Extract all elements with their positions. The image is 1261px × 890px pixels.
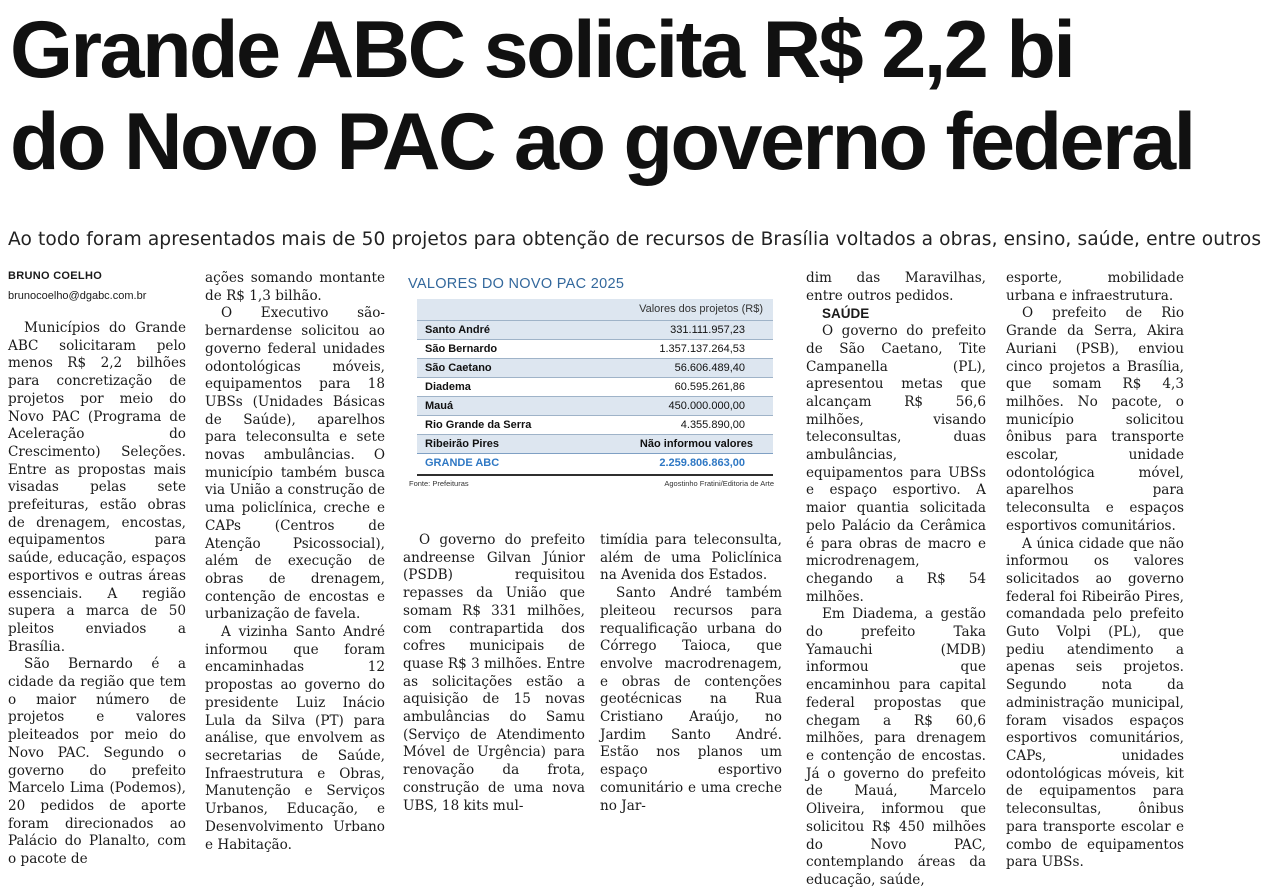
article-column-1 <box>8 320 186 868</box>
article-column-6 <box>1006 270 1184 871</box>
paragraph: dim das Maravilhas, entre outros pedidos. <box>806 270 986 304</box>
table-row <box>417 377 773 396</box>
paragraph: esporte, mobilidade urbana e infraestrutura. <box>1006 270 1184 304</box>
table-bottom-rule <box>417 474 773 476</box>
paragraph: O governo do prefeito de São Caetano, Tite Campanella (PL), apresentou metas que alcançam R$ 56,6 milhões, visando teleconsultas, duas ambulâncias, equipamentos para UBSs e espaço esportivo. A maior quantia solicitada pelo Palácio da Cerâmica é para obras de macro e microdrenagem, chegando a R$ 54 milhões. <box>806 323 986 605</box>
city-value: 450.000.000,00 <box>668 400 745 412</box>
paragraph: São Bernardo é a cidade da região que tem o maior número de projetos e valores pleiteados por meio do Novo PAC. Segundo o governo do prefeito Marcelo Lima (Podemos), 20 pedidos de aporte foram direcionados ao Palácio do Planalto, com o pacote de <box>8 656 186 868</box>
paragraph: O governo do prefeito andreense Gilvan Júnior (PSDB) requisitou repasses da União que somam R$ 331 milhões, com contrapartida dos cofres municipais de quase R$ 3 milhões. Entre as solicitações estão a aquisição de 15 novas ambulâncias do Samu (Serviço de Atendimento Móvel de Urgência) para renovação da frota, construção de uma nova UBS, 18 kits mul- <box>403 532 585 814</box>
table-title: VALORES DO NOVO PAC 2025 <box>408 276 625 292</box>
paragraph: A vizinha Santo André informou que foram encaminhadas 12 propostas ao governo do presidente Luiz Inácio Lula da Silva (PT) para análise, que envolvem as secretarias de Saúde, Infraestrutura e Obras, Manutenção e Serviços Urbanos, Educação, e Desenvolvimento Urbano e Habitação. <box>205 624 385 853</box>
total-label: GRANDE ABC <box>425 457 500 469</box>
section-heading: SAÚDE <box>822 306 870 322</box>
paragraph: ações somando montante de R$ 1,3 bilhão. <box>205 270 385 304</box>
table-source: Fonte: Prefeituras <box>409 479 469 488</box>
article-column-3 <box>403 532 585 814</box>
table-row <box>417 434 773 453</box>
table-row <box>417 396 773 415</box>
table-footer <box>409 479 774 488</box>
byline-email[interactable]: brunocoelho@dgabc.com.br <box>8 290 147 302</box>
city-value: 60.595.261,86 <box>674 381 745 393</box>
headline-line-1: Grande ABC solicita R$ 2,2 bi <box>10 5 1074 95</box>
city-name: Rio Grande da Serra <box>425 419 532 431</box>
paragraph: Municípios do Grande ABC solicitaram pelo menos R$ 2,2 bilhões para concretização de projetos por meio do Novo PAC (Programa de Aceleração do Crescimento) Seleções. Entre as propostas mais visadas pelas sete prefeituras, estão obras de drenagem, encostas, equipamentos para saúde, educação, espaços esportivos e outras áreas essenciais. A região supera a marca de 50 pleitos enviados a Brasília. <box>8 320 186 655</box>
table-row <box>417 320 773 339</box>
article-column-5 <box>806 270 986 888</box>
city-name: São Bernardo <box>425 343 498 355</box>
article-column-2 <box>205 270 385 853</box>
city-name: Ribeirão Pires <box>425 438 499 450</box>
city-name: Mauá <box>425 400 454 412</box>
values-table <box>417 299 773 476</box>
article-column-4 <box>600 532 782 814</box>
table-row <box>417 415 773 434</box>
table-credit: Agostinho Fratini/Editoria de Arte <box>664 479 774 488</box>
subheadline: Ao todo foram apresentados mais de 50 projetos para obtenção de recursos de Brasília voltados a obras, ensino, saúde, entre outros <box>8 229 1261 250</box>
paragraph: O Executivo são-bernardense solicitou ao governo federal unidades odontológicas móveis, equipamentos para 18 UBSs (Unidades Básicas de Saúde), aparelhos para teleconsulta e sete novas ambulâncias. O município também busca via União a construção de uma policlínica, creche e CAPs (Centros de Atenção Psicossocial), além de execução de obras de drenagem, contenção de encostas e urbanização de favela. <box>205 305 385 623</box>
values-table-box <box>403 271 780 495</box>
city-name: Santo André <box>425 324 490 336</box>
city-name: Diadema <box>425 381 471 393</box>
paragraph: Em Diadema, a gestão do prefeito Taka Yamauchi (MDB) informou que encaminhou para capital federal propostas que chegam a R$ 60,6 milhões, para drenagem e contenção de encostas. Já o governo do prefeito de Mauá, Marcelo Oliveira, informou que solicitou R$ 450 milhões do Novo PAC, contemplando áreas da educação, saúde, <box>806 606 986 888</box>
city-name: São Caetano <box>425 362 492 374</box>
city-value: 4.355.890,00 <box>680 419 745 431</box>
city-value: 331.111.957,23 <box>670 324 745 336</box>
paragraph: A única cidade que não informou os valores solicitados ao governo federal foi Ribeirão Pires, comandada pelo prefeito Guto Volpi (PL), que pediu atendimento a apenas seis projetos. Segundo nota da administração municipal, foram visados espaços esportivos comunitários, CAPs, unidades odontológicas móveis, kit de equipamentos para teleconsultas, ônibus para transporte escolar e combo de equipamentos para UBSs. <box>1006 535 1184 871</box>
table-header <box>417 299 773 320</box>
city-value: 1.357.137.264,53 <box>659 343 745 355</box>
paragraph: Santo André também pleiteou recursos para requalificação urbana do Córrego Taioca, que envolve macrodrenagem, e obras de contenções geotécnicas na Rua Cristiano Araújo, no Jardim Santo André. Estão nos planos um espaço esportivo comunitário e uma creche no Jar- <box>600 585 782 814</box>
byline-author: BRUNO COELHO <box>8 270 103 282</box>
headline <box>10 4 1194 188</box>
city-value: 56.606.489,40 <box>674 362 745 374</box>
headline-line-2: do Novo PAC ao governo federal <box>10 97 1194 187</box>
table-body <box>417 320 773 472</box>
table-row <box>417 358 773 377</box>
table-column-header: Valores dos projetos (R$) <box>639 303 763 315</box>
table-total-row <box>417 453 773 472</box>
total-value: 2.259.806.863,00 <box>659 457 745 469</box>
table-row <box>417 339 773 358</box>
paragraph: O prefeito de Rio Grande da Serra, Akira Auriani (PSB), enviou cinco projetos a Brasília, que somam R$ 4,3 milhões. No pacote, o município solicitou ônibus para transporte escolar, unidade odontológica móvel, aparelhos para teleconsulta e espaços esportivos comunitários. <box>1006 305 1184 534</box>
paragraph: timídia para teleconsulta, além de uma Policlínica na Avenida dos Estados. <box>600 532 782 584</box>
city-value: Não informou valores <box>639 438 753 450</box>
